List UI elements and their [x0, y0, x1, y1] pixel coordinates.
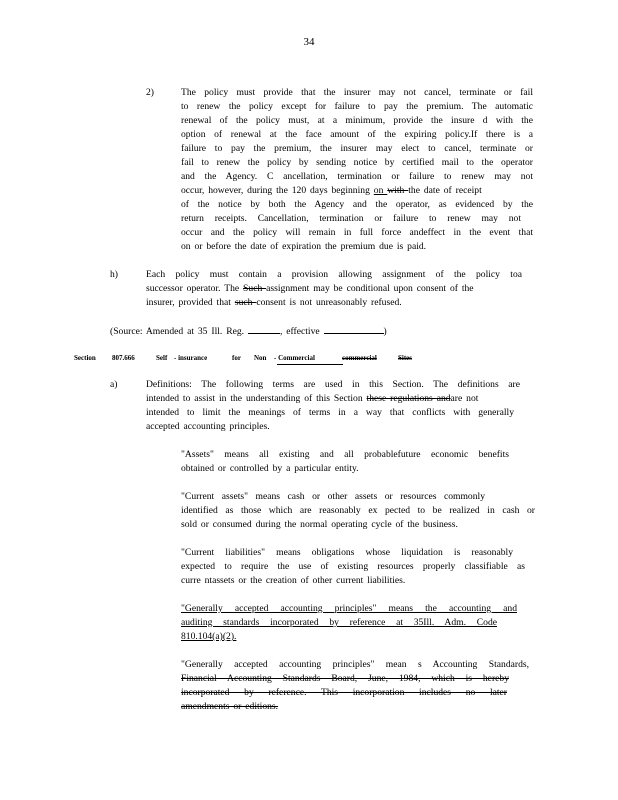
section-title-word: - insurance — [174, 354, 208, 362]
definition-line: "Current liabilities" means obligations whose liquidation is reasonably — [181, 547, 513, 558]
item-2-line: return receipts. Cancellation, termination or failure to renew may not — [181, 213, 521, 224]
text: intended to assist in the understanding — [146, 393, 305, 404]
item-2-line: and the Agency. C ancellation, termination or failure to renew may not — [181, 171, 533, 182]
section-word: Section — [74, 354, 96, 362]
item-2-line: occur and the policy will remain in full force andeffect in the event that — [181, 227, 533, 238]
deleted-text: with — [387, 185, 409, 196]
text: consent is not unreasonably refused. — [256, 297, 402, 308]
item-2-line — [181, 184, 482, 198]
text: the date of receipt — [408, 185, 482, 196]
section-title-word: Non — [254, 354, 267, 362]
source-blank-1 — [248, 324, 280, 334]
definition-line: "Generally accepted accounting principles" mean s Accounting Standards, — [181, 659, 529, 670]
item-2-line: The policy must provide that the insurer may not cancel, terminate or fail — [181, 87, 533, 98]
text: occur, however, during the 120 days beginning — [181, 185, 374, 196]
definition-line: identified as those which are reasonably ex pected to be realized in cash or — [181, 505, 535, 516]
definition-line: "Assets" means all existing and all probablefuture economic benefits — [181, 449, 509, 460]
section-title-inserted: - Commercial — [274, 354, 315, 362]
deleted-text: such — [234, 297, 257, 308]
deleted-text: S — [243, 283, 249, 294]
item-a-line: accepted accounting principles. — [146, 421, 270, 432]
item-a-line — [146, 392, 478, 406]
item-a-line: Definitions: The following terms are used in this Section. The definitions are — [146, 379, 520, 390]
text: assignment may be conditional upon consent of the — [266, 283, 474, 294]
definition-line: amendments or editions. — [181, 701, 279, 712]
definition-line: auditing standards incorporated by reference at 35Ill. Adm. Code — [181, 617, 497, 628]
underline-mark — [277, 364, 343, 365]
section-number: 807.666 — [112, 354, 135, 362]
text: are not — [450, 393, 479, 404]
section-title-deleted: commercial — [342, 354, 377, 362]
item-h-label: h) — [110, 269, 118, 280]
item-2-line: on or before the date of expiration the premium due is paid. — [181, 241, 427, 252]
definition-line: incorporated by reference. This incorporation includes no later — [181, 687, 507, 698]
definition-line: obtained or controlled by a particular entity. — [181, 463, 359, 474]
item-h-line: Each policy must contain a provision allowing assignment of the policy toa — [146, 269, 522, 280]
text: insurer, provided that — [146, 297, 235, 308]
text: of this Section — [304, 393, 367, 404]
definition-line: 810.104(a)(2). — [181, 631, 237, 642]
item-2-line: option of renewal at the face amount of the expiring policy.If there is a — [181, 129, 533, 140]
source-note — [110, 324, 387, 339]
item-2-line: renewal of the policy must, at a minimum, provide the insure d with the — [181, 115, 533, 126]
source-middle: , effective — [279, 326, 324, 337]
item-a-label: a) — [110, 379, 118, 390]
section-title-word: for — [232, 354, 241, 362]
definition-line: "Generally accepted accounting principles" means the accounting and — [181, 603, 517, 614]
item-2-label: 2) — [146, 87, 154, 98]
deleted-text: and — [436, 393, 451, 404]
source-blank-2 — [324, 324, 384, 334]
section-title-deleted: Sites — [398, 354, 412, 362]
section-title-word: Self — [156, 354, 168, 362]
page-number: 34 — [303, 36, 315, 48]
deleted-text: uch — [248, 283, 267, 294]
item-2-line: to renew the policy except for failure to pay the premium. The automatic — [181, 101, 533, 112]
item-2-line: fail to renew the policy by sending notice by certified mail to the operator — [181, 157, 533, 168]
definition-line: "Current assets" means cash or other assets or resources commonly — [181, 491, 485, 502]
item-h-line — [146, 282, 474, 296]
text: successor operator. The — [146, 283, 244, 294]
deleted-text: these regulations — [366, 393, 437, 404]
item-2-line: of the notice by both the Agency and the operator, as evidenced by the — [181, 199, 533, 210]
item-2-line: failure to pay the premium, the insurer may elect to cancel, terminate or — [181, 143, 533, 154]
definition-line: curre ntassets or the creation of other current liabilities. — [181, 575, 406, 586]
definition-line: expected to require the use of existing resources properly classifiable as — [181, 561, 525, 572]
source-prefix: (Source: Amended at 35 Ill. Reg. — [110, 326, 248, 337]
source-suffix: ) — [383, 326, 387, 337]
item-h-line — [146, 296, 402, 310]
definition-line: sold or consumed during the normal operating cycle of the business. — [181, 519, 458, 530]
inserted-text: on — [373, 185, 388, 196]
definition-line: Financial Accounting Standards Board, June, 1984, which is hereby — [181, 673, 509, 684]
item-a-line: intended to limit the meanings of terms in a way that conflicts with generally — [146, 407, 514, 418]
